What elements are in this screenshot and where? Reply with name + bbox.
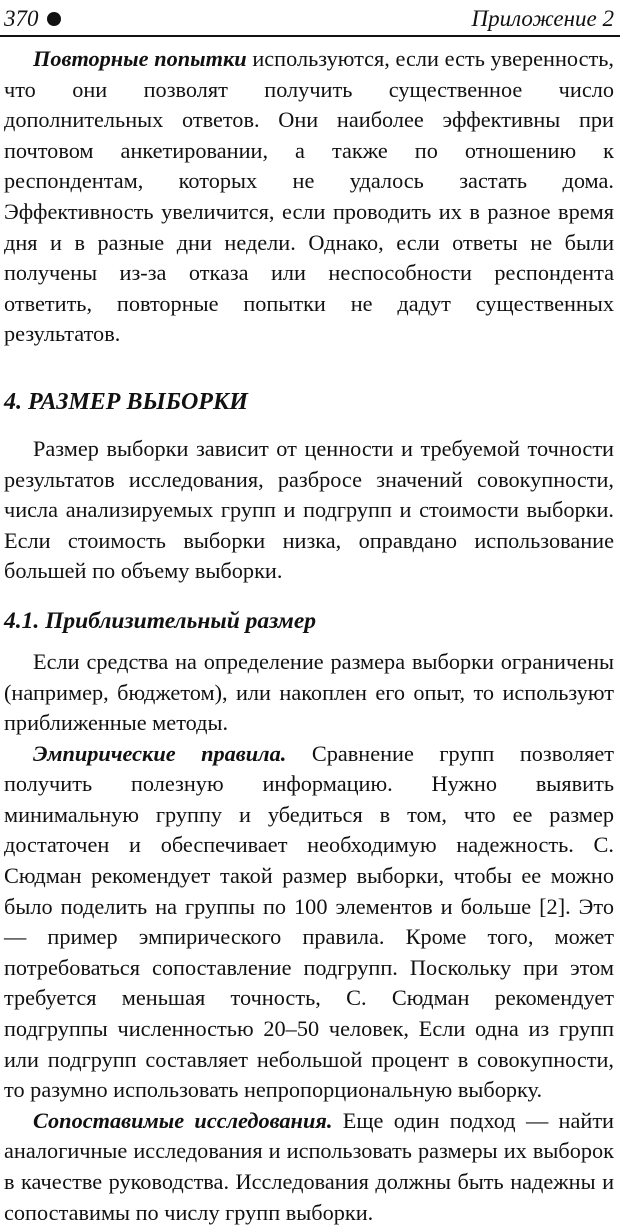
paragraph-rules-of-thumb [4,739,614,1106]
bullet-icon [47,12,61,26]
page-number-block [4,6,61,32]
running-title: Приложение 2 [471,6,614,31]
paragraph-retries [4,44,614,350]
text-retries: используются, если есть уверенность, что они позволят получить существенное число дополнительных ответов. Они наиболее эффективны при почтовом анкетировании, а также по отношению к респондентам, которых не удалось застать дома. Эффективность увеличится, если проводить их в разное время дня и в разные дни недели. Однако, если ответы не были получены из-за отказа или неспособности респондента ответить, повторные попытки не дадут существенных результатов. [4,46,614,347]
term-comparable-studies: Сопоставимые исследования. [33,1107,333,1133]
section-heading-sample-size: 4. РАЗМЕР ВЫБОРКИ [4,388,248,415]
paragraph-sample-size: Размер выборки зависит от ценности и требуемой точности результатов исследования, разбросе значений совокупности, числа анализируемых групп и подгрупп и стоимости выборки. Если стоимость выборки низка, оправдано использование большей по объему выборки. [4,435,614,584]
paragraph-comparable-studies [4,1106,614,1228]
page-content [4,44,614,1228]
subsection-heading-approximate-size: 4.1. Приблизительный размер [4,607,317,634]
term-rules-of-thumb: Эмпирические правила. [33,740,287,766]
page-number: 370 [4,6,39,31]
header-rule [0,35,620,37]
text-comparable-studies: Еще один подход — найти аналогичные исследования и использовать размеры их выборок в качестве руководства. Исследования должны быть надежны и сопоставимы по числу групп выборки. [4,1107,614,1225]
paragraph-approximate-size: Если средства на определение размера выборки ограничены (например, бюджетом), или накоплен его опыт, то используют приближенные методы. [4,648,614,736]
term-retries: Повторные попытки [33,46,247,71]
text-rules-of-thumb: Сравнение групп позволяет получить полезную информацию. Нужно выявить минимальную группу и убедиться в том, что ее размер достаточен и обеспечивает необходимую надежность. С. Сюдман рекомендует такой размер выборки, чтобы ее можно было поделить на группы по 100 элементов и больше [2]. Это — пример эмпирического правила. Кроме того, может потребоваться сопоставление подгрупп. Поскольку при этом требуется меньшая точность, С. Сюдман рекомендует подгруппы численностью 20–50 человек, Если одна из групп или подгрупп составляет небольшой процент в совокупности, то разумно использовать непропорциональную выборку. [4,740,614,1103]
page-header [4,2,614,32]
